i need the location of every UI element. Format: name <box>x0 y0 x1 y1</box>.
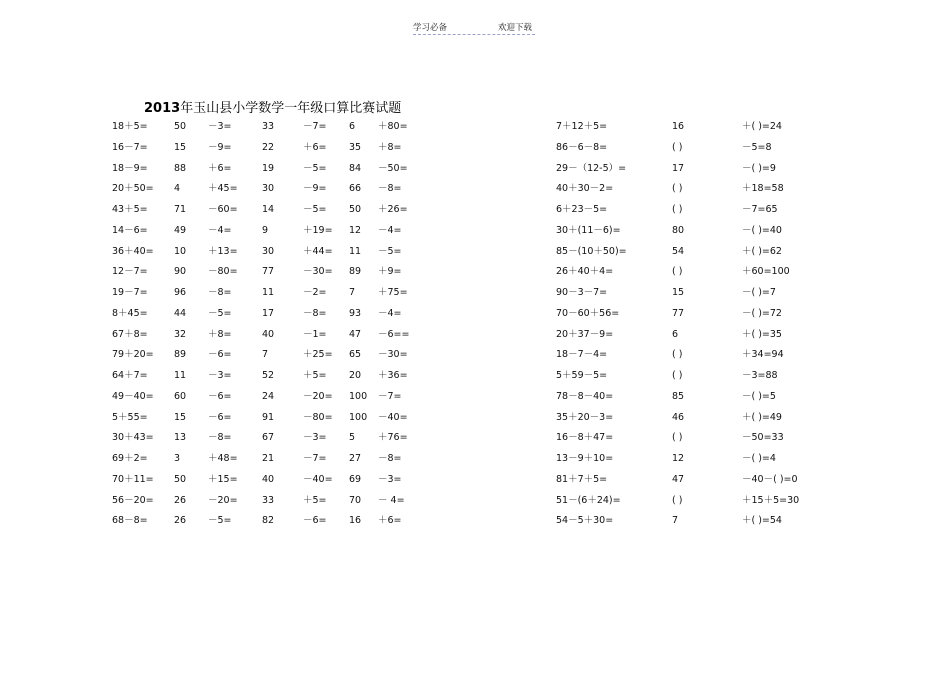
problem-cell: 100 <box>349 390 368 402</box>
table-row <box>0 411 950 425</box>
problem-cell: ( ) <box>672 266 683 278</box>
problem-cell: 90－3－7= <box>556 287 608 298</box>
problem-cell: －8= <box>208 432 232 444</box>
table-row <box>0 328 950 342</box>
problem-cell: －20= <box>208 494 238 506</box>
problem-cell: －60= <box>208 204 238 215</box>
problem-cell: ＋25= <box>303 349 333 361</box>
problem-cell: 82 <box>262 515 275 527</box>
problem-cell: 60 <box>174 390 187 402</box>
problem-cell: 49 <box>174 224 187 236</box>
problem-cell: －5= <box>378 245 402 257</box>
problem-cell: 12－7= <box>112 266 148 278</box>
problem-cell: 88 <box>174 162 187 174</box>
problem-cell: 43＋5= <box>112 204 148 215</box>
problem-cell: 14－6= <box>112 224 148 236</box>
problem-cell: 15 <box>672 287 685 298</box>
problem-cell: 12 <box>672 453 685 464</box>
problem-cell: －3= <box>303 432 327 444</box>
problem-cell: 26 <box>174 515 187 527</box>
title-text: 年玉山县小学数学一年级口算比赛试题 <box>180 101 402 116</box>
table-row <box>0 286 950 300</box>
problem-cell: ＋36= <box>378 370 408 381</box>
problem-cell: 84 <box>349 162 362 174</box>
problem-cell: ＋8= <box>378 141 402 153</box>
problem-cell: 65 <box>349 349 362 361</box>
problem-cell: 6 <box>672 328 679 340</box>
problem-cell: 67 <box>262 432 275 444</box>
problem-cell: 56－20= <box>112 494 154 506</box>
table-row <box>0 369 950 383</box>
problem-cell: 77 <box>672 307 685 319</box>
title-year: 2013 <box>144 101 181 116</box>
header-left-text: 学习必备 <box>413 23 448 33</box>
problem-cell: －1= <box>303 328 327 340</box>
problem-cell: 47 <box>672 473 685 485</box>
problem-cell: ( ) <box>672 370 683 381</box>
problem-cell: 16－8＋47= <box>556 432 614 444</box>
problem-cell: ＋34=94 <box>742 349 784 361</box>
problem-cell: －8= <box>378 183 402 195</box>
table-row <box>0 224 950 238</box>
problem-cell: 19 <box>262 162 275 174</box>
problem-cell: ＋15＋5=30 <box>742 494 800 506</box>
problem-cell: 79＋20= <box>112 349 154 361</box>
problem-cell: 30 <box>262 183 275 195</box>
problem-cell: －5= <box>208 515 232 527</box>
problem-cell: ＋( )=62 <box>742 245 782 257</box>
problem-cell: ＋5= <box>303 494 327 506</box>
problem-cell: －8= <box>378 453 402 464</box>
problem-cell: ＋75= <box>378 287 408 298</box>
problem-cell: 51－(6＋24)= <box>556 494 621 506</box>
problem-cell: 29－（12-5）= <box>556 162 627 174</box>
problem-cell: ＋76= <box>378 432 408 444</box>
problem-cell: 12 <box>349 224 362 236</box>
problem-cell: 85－(10＋50)= <box>556 245 627 257</box>
problem-cell: －50= <box>378 162 408 174</box>
problem-cell: －5= <box>303 162 327 174</box>
table-row <box>0 120 950 134</box>
problem-cell: ＋( )=24 <box>742 121 782 132</box>
problem-cell: 11 <box>349 245 362 257</box>
problem-cell: 17 <box>672 162 685 174</box>
header-right-text: 欢迎下载 <box>498 23 533 33</box>
problem-cell: －8= <box>303 307 327 319</box>
problem-cell: －30= <box>378 349 408 361</box>
problem-cell: 85 <box>672 390 685 402</box>
problem-cell: ( ) <box>672 349 683 361</box>
table-row <box>0 307 950 321</box>
problem-cell: 70＋11= <box>112 473 154 485</box>
problem-cell: 33 <box>262 494 275 506</box>
problem-cell: 3 <box>174 453 181 464</box>
problem-cell: ＋6= <box>378 515 402 527</box>
table-row <box>0 203 950 217</box>
problem-cell: 16－7= <box>112 141 148 153</box>
problem-cell: 26 <box>174 494 187 506</box>
problem-cell: ( ) <box>672 494 683 506</box>
problem-cell: 78－8－40= <box>556 390 614 402</box>
problem-cell: －3=88 <box>742 370 778 381</box>
problem-cell: －( )=7 <box>742 287 776 298</box>
problem-cell: －6= <box>208 411 232 423</box>
table-row <box>0 452 950 466</box>
problem-cell: 32 <box>174 328 187 340</box>
problem-cell: 40 <box>262 328 275 340</box>
problem-cell: ＋13= <box>208 245 238 257</box>
problem-cell: 5＋55= <box>112 411 148 423</box>
problem-cell: －3= <box>208 121 232 132</box>
problem-cell: ＋26= <box>378 204 408 215</box>
problem-cell: 40 <box>262 473 275 485</box>
problem-cell: －8= <box>208 287 232 298</box>
problem-cell: 5 <box>349 432 356 444</box>
problem-cell: 24 <box>262 390 275 402</box>
table-row <box>0 265 950 279</box>
problem-cell: 69＋2= <box>112 453 148 464</box>
problem-cell: －50=33 <box>742 432 784 444</box>
problem-cell: 35＋20－3= <box>556 411 614 423</box>
problem-cell: 49－40= <box>112 390 154 402</box>
problem-cell: 7 <box>262 349 269 361</box>
table-row <box>0 245 950 259</box>
problem-cell: 20＋50= <box>112 183 154 195</box>
problem-cell: 18－7－4= <box>556 349 608 361</box>
problem-cell: 11 <box>174 370 187 381</box>
problem-cell: 16 <box>672 121 685 132</box>
problem-cell: ＋19= <box>303 224 333 236</box>
problem-cell: 36＋40= <box>112 245 154 257</box>
problem-cell: －80= <box>208 266 238 278</box>
problem-cell: 33 <box>262 121 275 132</box>
problem-cell: 35 <box>349 141 362 153</box>
problem-cell: 18＋5= <box>112 121 148 132</box>
problem-cell: 70－60＋56= <box>556 307 620 319</box>
problem-cell: 11 <box>262 287 275 298</box>
problem-cell: 89 <box>349 266 362 278</box>
problem-cell: ( ) <box>672 141 683 153</box>
problem-cell: －( )=72 <box>742 307 782 319</box>
problem-cell: ＋5= <box>303 370 327 381</box>
problem-cell: －4= <box>208 224 232 236</box>
problem-cell: 90 <box>174 266 187 278</box>
problem-cell: －5=8 <box>742 141 772 153</box>
table-row <box>0 473 950 487</box>
table-row <box>0 141 950 155</box>
problem-cell: －4= <box>378 307 402 319</box>
problem-cell: 52 <box>262 370 275 381</box>
problem-cell: 44 <box>174 307 187 319</box>
problem-cell: 50 <box>174 121 187 132</box>
problem-cell: 71 <box>174 204 187 215</box>
problem-cell: －( )=4 <box>742 453 776 464</box>
problem-cell: 10 <box>174 245 187 257</box>
problem-cell: 69 <box>349 473 362 485</box>
problem-cell: －4= <box>378 224 402 236</box>
problem-cell: 18－9= <box>112 162 148 174</box>
problem-cell: 20 <box>349 370 362 381</box>
problem-cell: －9= <box>208 141 232 153</box>
problem-cell: ＋45= <box>208 183 238 195</box>
problem-cell: －5= <box>208 307 232 319</box>
problem-cell: ＋8= <box>208 328 232 340</box>
problem-cell: ＋60=100 <box>742 266 790 278</box>
problem-cell: ＋( )=35 <box>742 328 782 340</box>
problem-cell: 4 <box>174 183 181 195</box>
problem-cell: ＋9= <box>378 266 402 278</box>
problem-cell: 30 <box>262 245 275 257</box>
problem-cell: －2= <box>303 287 327 298</box>
problem-cell: －( )=5 <box>742 390 776 402</box>
problem-cell: －3= <box>208 370 232 381</box>
problem-cell: －20= <box>303 390 333 402</box>
problem-cell: 13－9＋10= <box>556 453 614 464</box>
problem-cell: －7=65 <box>742 204 778 215</box>
problem-cell: 6＋23－5= <box>556 204 608 215</box>
problem-cell: －5= <box>303 204 327 215</box>
problem-cell: ＋15= <box>208 473 238 485</box>
problem-cell: 66 <box>349 183 362 195</box>
problem-cell: －30= <box>303 266 333 278</box>
problem-cell: 30＋(11－6)= <box>556 224 621 236</box>
problem-cell: 8＋45= <box>112 307 148 319</box>
table-row <box>0 431 950 445</box>
problem-cell: －9= <box>303 183 327 195</box>
problem-cell: －3= <box>378 473 402 485</box>
problem-cell: ＋48= <box>208 453 238 464</box>
problem-cell: 47 <box>349 328 362 340</box>
problem-cell: 81＋7＋5= <box>556 473 608 485</box>
problem-cell: 7＋12＋5= <box>556 121 608 132</box>
problem-cell: 5＋59－5= <box>556 370 608 381</box>
problem-cell: －40= <box>303 473 333 485</box>
problem-cell: 80 <box>672 224 685 236</box>
problem-cell: 46 <box>672 411 685 423</box>
problem-cell: 40＋30－2= <box>556 183 614 195</box>
table-row <box>0 182 950 196</box>
problem-cell: 50 <box>349 204 362 215</box>
problem-cell: ( ) <box>672 432 683 444</box>
problem-cell: 20＋37－9= <box>556 328 614 340</box>
problem-cell: 77 <box>262 266 275 278</box>
problem-cell: 89 <box>174 349 187 361</box>
problem-cell: ＋6= <box>208 162 232 174</box>
problem-cell: 6 <box>349 121 356 132</box>
table-row <box>0 162 950 176</box>
problem-cell: ＋( )=54 <box>742 515 782 527</box>
problem-cell: 9 <box>262 224 269 236</box>
problem-cell: 91 <box>262 411 275 423</box>
problem-cell: －6= <box>208 390 232 402</box>
problem-cell: ＋44= <box>303 245 333 257</box>
problem-cell: 54－5＋30= <box>556 515 614 527</box>
problem-cell: －6= <box>303 515 327 527</box>
problem-cell: ＋18=58 <box>742 183 784 195</box>
problem-cell: ( ) <box>672 204 683 215</box>
problem-cell: 15 <box>174 141 187 153</box>
problem-cell: －7= <box>303 453 327 464</box>
problem-cell: 19－7= <box>112 287 148 298</box>
problem-cell: 14 <box>262 204 275 215</box>
table-row <box>0 494 950 508</box>
table-row <box>0 514 950 528</box>
problem-cell: 67＋8= <box>112 328 148 340</box>
problem-cell: 13 <box>174 432 187 444</box>
problem-cell: ＋( )=49 <box>742 411 782 423</box>
problem-cell: ＋80= <box>378 121 408 132</box>
table-row <box>0 390 950 404</box>
problem-cell: 7 <box>349 287 356 298</box>
problem-cell: 54 <box>672 245 685 257</box>
problem-cell: 16 <box>349 515 362 527</box>
page-title <box>144 97 401 116</box>
problem-cell: 7 <box>672 515 679 527</box>
problem-cell: －80= <box>303 411 333 423</box>
problem-cell: －7= <box>303 121 327 132</box>
problem-cell: ( ) <box>672 183 683 195</box>
problem-cell: 21 <box>262 453 275 464</box>
problem-cell: 96 <box>174 287 187 298</box>
problem-cell: －7= <box>378 390 402 402</box>
problem-cell: ＋6= <box>303 141 327 153</box>
page-header <box>413 20 535 35</box>
problem-cell: 27 <box>349 453 362 464</box>
problem-cell: 50 <box>174 473 187 485</box>
problem-cell: 15 <box>174 411 187 423</box>
problem-cell: 26＋40＋4= <box>556 266 614 278</box>
problem-cell: －40= <box>378 411 408 423</box>
problem-cell: 100 <box>349 411 368 423</box>
problem-cell: －40－( )=0 <box>742 473 798 485</box>
problem-cell: 30＋43= <box>112 432 154 444</box>
problem-cell: 22 <box>262 141 275 153</box>
problem-cell: －( )=9 <box>742 162 776 174</box>
problem-cell: 70 <box>349 494 362 506</box>
table-row <box>0 348 950 362</box>
problem-cell: 17 <box>262 307 275 319</box>
problem-cell: 64＋7= <box>112 370 148 381</box>
problem-cell: －6= <box>208 349 232 361</box>
problem-cell: 68－8= <box>112 515 148 527</box>
problem-cell: － 4= <box>378 494 405 506</box>
problem-cell: 93 <box>349 307 362 319</box>
problem-cell: －6== <box>378 328 410 340</box>
problem-cell: －( )=40 <box>742 224 782 236</box>
problem-cell: 86－6－8= <box>556 141 608 153</box>
